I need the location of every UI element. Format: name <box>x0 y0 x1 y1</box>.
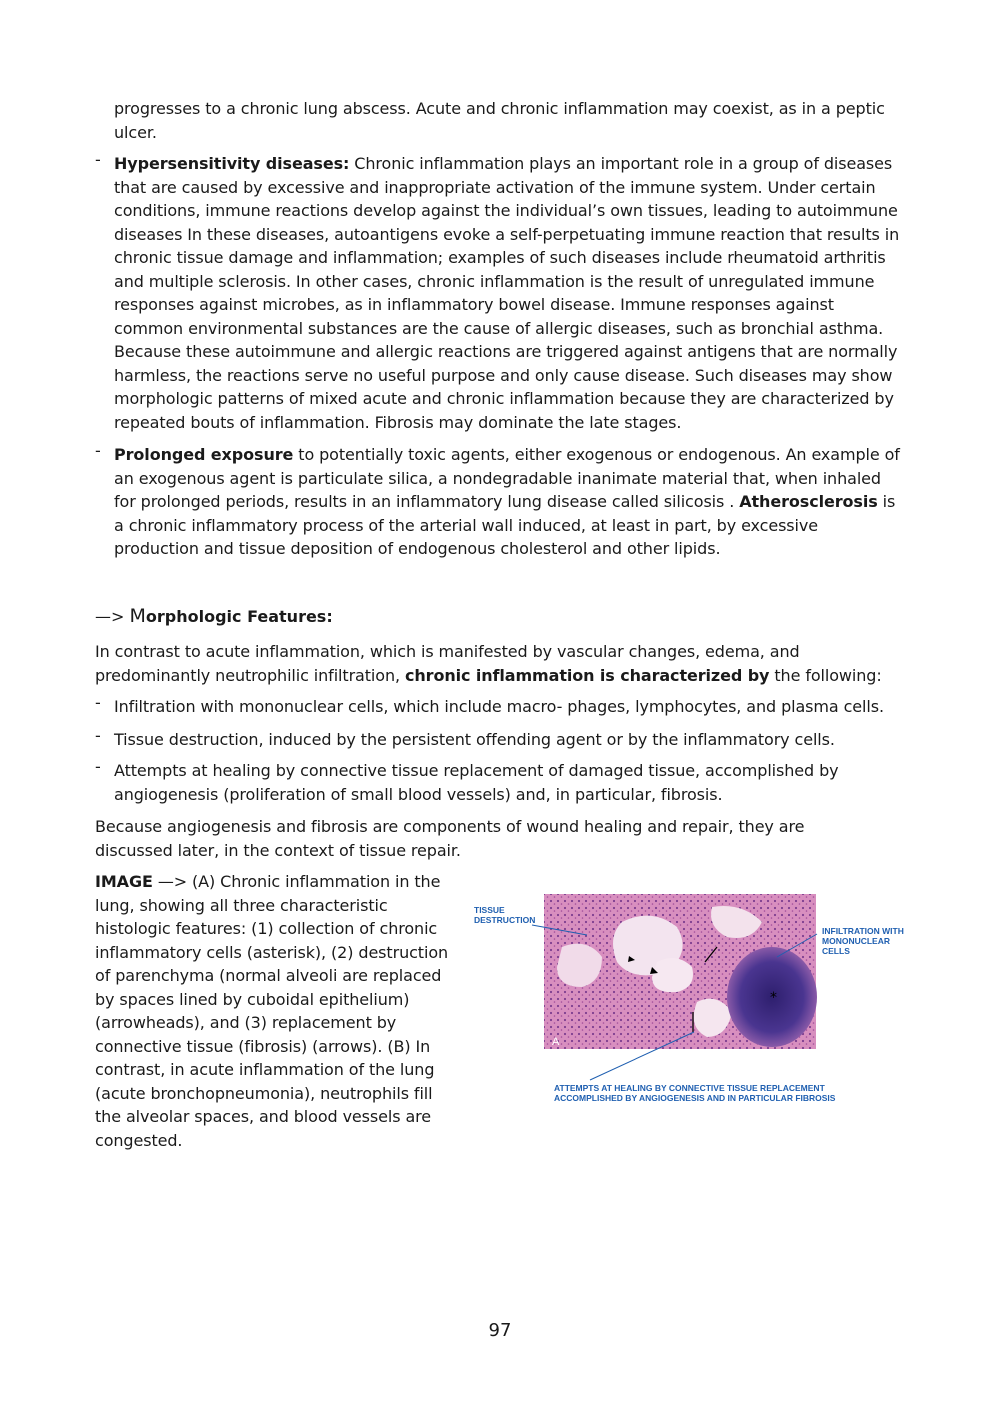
closing-text: Because angiogenesis and fibrosis are components of wound healing and repair, they are discussed later, in the context of tissue repair. <box>95 817 805 860</box>
panel-letter: A <box>552 1036 560 1048</box>
asterisk-marker: * <box>770 990 777 1006</box>
bullet-dash: - <box>95 441 101 460</box>
list-item-healing <box>95 759 855 806</box>
label-line: TISSUE <box>474 905 505 915</box>
page-number: 97 <box>488 1320 512 1341</box>
list-item-body <box>114 152 905 434</box>
heading-arrow: —> <box>95 607 130 626</box>
list-item-tissue-destruction <box>95 728 905 752</box>
histology-figure <box>472 892 912 1107</box>
bullet-dash: - <box>95 693 101 712</box>
list-item-text: is a chronic inflammatory process of the arterial wall induced, at least in part, by excessive production and tissue deposition of endogenous cholesterol and other lipids. <box>114 492 896 558</box>
list-item-hypersensitivity <box>95 152 905 434</box>
figure-caption <box>95 870 455 1152</box>
list-item-text: Attempts at healing by connective tissue replacement of damaged tissue, accomplished by angiogenesis (proliferation of small blood vessels) and, in particular, fibrosis. <box>114 761 839 804</box>
list-item-text: Tissue destruction, induced by the persistent offending agent or by the inflammatory cells. <box>114 730 835 749</box>
bold-term: chronic inflammation is characterized by <box>404 665 770 685</box>
label-line: ATTEMPTS AT HEALING BY CONNECTIVE TISSUE REPLACEMENT <box>554 1083 825 1093</box>
bold-term: Prolonged exposure <box>114 445 294 464</box>
morph-intro-b: the following: <box>769 665 882 685</box>
label-tissue-destruction <box>474 905 535 925</box>
morph-intro-text <box>95 640 910 687</box>
list-item-text: to potentially toxic agents, either exogenous or endogenous. An example of an exogenous agent is particulate silica, a nondegradable inanimate material that, when inhaled for prolonged periods, results in an inflammatory lung disease called silicosis . <box>114 445 900 511</box>
label-line: MONONUCLEAR <box>822 936 890 946</box>
caption-label: IMAGE <box>95 872 153 891</box>
label-infiltration <box>822 926 904 956</box>
list-item-infiltration <box>95 695 905 719</box>
list-item-prolonged-exposure <box>95 443 905 561</box>
closing-paragraph <box>95 815 885 862</box>
alveolar-space <box>652 958 693 992</box>
histology-image <box>472 892 912 1107</box>
label-line: DESTRUCTION <box>474 915 536 925</box>
bullet-dash: - <box>95 757 101 776</box>
caption-text <box>95 870 455 1152</box>
list-item-text: Infiltration with mononuclear cells, which include macro- phages, lymphocytes, and plasma cells. <box>114 697 884 716</box>
intro-text: progresses to a chronic lung abscess. Acute and chronic inflammation may coexist, as in a peptic ulcer. <box>114 99 885 142</box>
list-item-text: Chronic inflammation plays an important role in a group of diseases that are caused by excessive and inappropriate activation of the immune system. Under certain conditions, immune reactions develop against the individual’s own tissues, leading to autoimmune diseases In these diseases, autoantigens evoke a self-perpetuating immune reaction that results in chronic tissue damage and inflammation; examples of such diseases include rheumatoid arthritis and multiple sclerosis. In other cases, chronic inflammation is the result of unregulated immune responses against microbes, as in inflammatory bowel disease. Immune responses against common environmental substances are the cause of allergic diseases, such as bronchial asthma. Because these autoimmune and allergic reactions are triggered against antigens that are normally harmless, the reactions serve no useful purpose and only cause disease. Such diseases may show morphologic patterns of mixed acute and chronic inflammation because they are characterized by repeated bouts of inflammation. Fibrosis may dominate the late stages. <box>114 154 900 432</box>
heading-title: orphologic Features: <box>145 607 333 626</box>
caption-body: —> (A) Chronic inflammation in the lung, showing all three characteristic histologic features: (1) collection of chronic inflammatory cells (asterisk), (2) destruction of parenchyma (normal alveoli are replaced by spaces lined by cuboidal epithelium) (arrowheads), and (3) replacement by connective tissue (fibrosis) (arrows). (B) In contrast, in acute inflammation of the lung (acute bronchopneumonia), neutrophils fill the alveolar spaces, and blood vessels are congested. <box>95 872 449 1150</box>
section-heading <box>95 605 333 627</box>
intro-paragraph <box>114 97 904 144</box>
label-attempts-healing <box>554 1083 835 1103</box>
label-line: INFILTRATION WITH <box>822 926 904 936</box>
morph-intro-paragraph <box>95 640 910 687</box>
bullet-dash: - <box>95 150 101 169</box>
morph-intro-a: In contrast to acute inflammation, which is manifested by vascular changes, edema, and predominantly neutrophilic infiltration, <box>95 642 800 685</box>
bold-term: Atherosclerosis <box>739 492 878 511</box>
heading-initial: M <box>129 605 146 627</box>
bullet-dash: - <box>95 726 101 745</box>
label-line: CELLS <box>822 946 850 956</box>
bold-term: Hypersensitivity diseases: <box>114 154 350 173</box>
label-line: ACCOMPLISHED BY ANGIOGENESIS AND IN PARTICULAR FIBROSIS <box>554 1093 836 1103</box>
list-item-body <box>114 443 905 561</box>
